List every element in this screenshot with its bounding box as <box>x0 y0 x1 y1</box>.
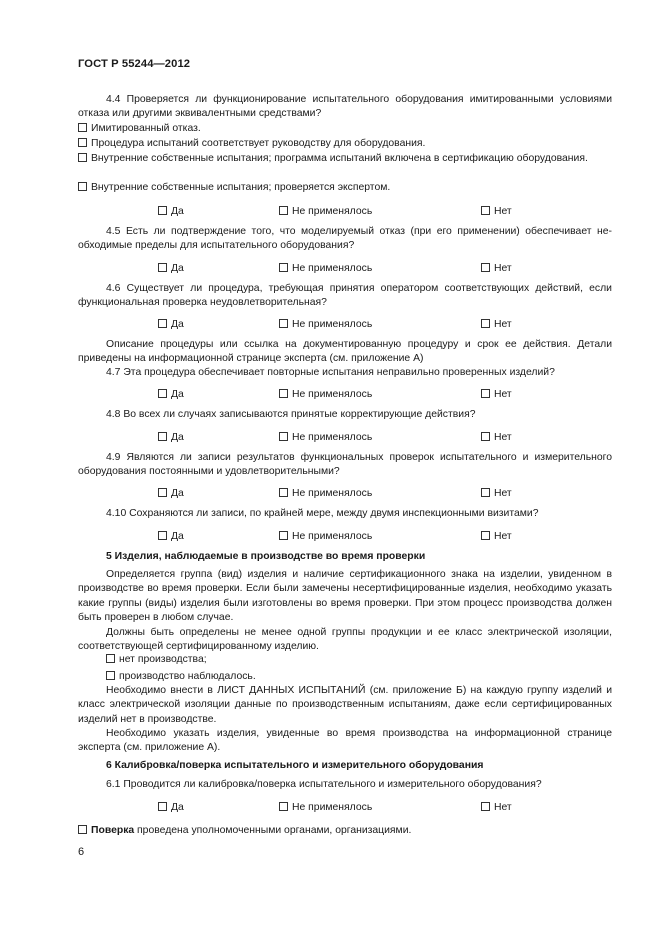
checkbox[interactable] <box>279 802 288 811</box>
check-4-4-3 <box>78 152 612 166</box>
option-yes[interactable]: Да <box>158 487 184 501</box>
section-5-paragraph-1: Определяется группа (вид) изделия и наличие сертификационного знака на изделии, увиденном в производстве во время проверки. Если были замечены несертифицированные изделия, необходимо указать какие группы (виды) изделия были изготовлены во время проверки. При этом процесс производства должен быть проверен в любом случае. <box>78 569 612 623</box>
option-na[interactable]: Не применялось <box>279 262 372 276</box>
checkbox[interactable] <box>78 153 87 162</box>
checkbox[interactable] <box>158 488 167 497</box>
checkbox[interactable] <box>279 319 288 328</box>
option-na[interactable]: Не применялось <box>279 205 372 219</box>
checkbox[interactable] <box>481 802 490 811</box>
checkbox[interactable] <box>158 206 167 215</box>
checkbox[interactable] <box>158 319 167 328</box>
section-5-paragraph-3: Необходимо внести в ЛИСТ ДАННЫХ ИСПЫТАНИЙ (см. приложение Б) на каждую группу изделий и класс электрической изоляции данные по производственным испытаниям, даже если сертифицированных изделий нет в производстве. <box>78 685 612 725</box>
option-yes[interactable]: Да <box>158 431 184 445</box>
final-label: проведена уполномоченными органами, организациями. <box>134 825 412 836</box>
question-6-1: 6.1 Проводится ли калибровка/поверка испытательного и измерительного оборудования? <box>106 779 542 790</box>
checkbox[interactable] <box>279 389 288 398</box>
check-label: Имитированный отказ. <box>91 123 201 134</box>
checkbox[interactable] <box>481 206 490 215</box>
check-4-4-1 <box>78 122 612 136</box>
checkbox[interactable] <box>78 123 87 132</box>
option-no[interactable]: Нет <box>481 205 512 219</box>
checkbox[interactable] <box>158 263 167 272</box>
checkbox[interactable] <box>158 802 167 811</box>
option-yes[interactable]: Да <box>158 530 184 544</box>
page-number: 6 <box>78 846 85 858</box>
option-yes[interactable]: Да <box>158 801 184 815</box>
checkbox[interactable] <box>279 206 288 215</box>
option-yes[interactable]: Да <box>158 318 184 332</box>
option-yes[interactable]: Да <box>158 262 184 276</box>
checkbox[interactable] <box>279 263 288 272</box>
question-4-5: 4.5 Есть ли подтверждение того, что моделируемый отказ (при его применении) обеспечивает необходимые пределы для испытательного оборудования? <box>78 226 612 252</box>
option-na[interactable]: Не применялось <box>279 530 372 544</box>
checkbox[interactable] <box>481 389 490 398</box>
question-4-7: 4.7 Эта процедура обеспечивает повторные испытания неправильно проверенных изделий? <box>106 367 555 378</box>
option-no[interactable]: Нет <box>481 262 512 276</box>
checkbox[interactable] <box>481 432 490 441</box>
section-5-paragraph-4: Необходимо указать изделия, увиденные во время производства на информационной странице эксперта (см. приложение А). <box>78 728 612 754</box>
option-yes[interactable]: Да <box>158 388 184 402</box>
check-4-4-4 <box>78 181 612 195</box>
check-no-production <box>106 653 612 667</box>
question-4-6: 4.6 Существует ли процедура, требующая принятия оператором соответствующих действий, если функциональная проверка неудовлетворительная? <box>78 283 612 309</box>
section-5-title: 5 Изделия, наблюдаемые в производстве во время проверки <box>106 551 426 562</box>
checkbox[interactable] <box>481 319 490 328</box>
option-no[interactable]: Нет <box>481 801 512 815</box>
description-4-6: Описание процедуры или ссылка на документированную процедуру и срок ее действия. Детали приведены на информационной странице эксперта (см. приложение А) <box>78 339 612 365</box>
check-label: Процедура испытаний соответствует руководству для оборудования. <box>91 138 426 149</box>
checkbox[interactable] <box>481 263 490 272</box>
document-header: ГОСТ Р 55244—2012 <box>78 58 191 70</box>
check-4-4-2 <box>78 137 612 151</box>
final-check <box>78 824 612 838</box>
option-no[interactable]: Нет <box>481 530 512 544</box>
option-no[interactable]: Нет <box>481 318 512 332</box>
check-label: Внутренние собственные испытания; проверяется экспертом. <box>91 182 391 193</box>
check-production-observed <box>106 670 612 684</box>
checkbox[interactable] <box>78 825 87 834</box>
section-6-title: 6 Калибровка/поверка испытательного и измерительного оборудования <box>106 760 484 771</box>
option-no[interactable]: Нет <box>481 431 512 445</box>
option-na[interactable]: Не применялось <box>279 801 372 815</box>
section-5-paragraph-2: Должны быть определены не менее одной группы продукции и ее класс электрической изоляции, соответствующей сертифицированному изделию. <box>78 627 612 653</box>
checkbox[interactable] <box>481 488 490 497</box>
option-no[interactable]: Нет <box>481 487 512 501</box>
checkbox[interactable] <box>106 654 115 663</box>
checkbox[interactable] <box>78 182 87 191</box>
check-label: нет производства; <box>119 654 207 665</box>
final-bold-label: Поверка <box>91 825 135 836</box>
option-no[interactable]: Нет <box>481 388 512 402</box>
checkbox[interactable] <box>158 531 167 540</box>
checkbox[interactable] <box>78 138 87 147</box>
checkbox[interactable] <box>279 432 288 441</box>
option-na[interactable]: Не применялось <box>279 318 372 332</box>
question-4-8: 4.8 Во всех ли случаях записываются принятые корректирующие действия? <box>106 409 476 420</box>
checkbox[interactable] <box>481 531 490 540</box>
checkbox[interactable] <box>158 389 167 398</box>
option-yes[interactable]: Да <box>158 205 184 219</box>
checkbox[interactable] <box>279 488 288 497</box>
option-na[interactable]: Не применялось <box>279 431 372 445</box>
checkbox[interactable] <box>279 531 288 540</box>
option-na[interactable]: Не применялось <box>279 388 372 402</box>
check-label: Внутренние собственные испытания; программа испытаний включена в сертификацию оборудования. <box>91 153 588 164</box>
question-4-9: 4.9 Являются ли записи результатов функциональных проверок испытательного и измерительного оборудования постоянными и удовлетворительными? <box>78 452 612 478</box>
question-4-4: 4.4 Проверяется ли функционирование испытательного оборудования имитированными условиями отказа или другими эквивалентными средствами? <box>78 94 612 120</box>
checkbox[interactable] <box>158 432 167 441</box>
check-label: производство наблюдалось. <box>119 671 256 682</box>
checkbox[interactable] <box>106 671 115 680</box>
option-na[interactable]: Не применялось <box>279 487 372 501</box>
question-4-10: 4.10 Сохраняются ли записи, по крайней мере, между двумя инспекционными визитами? <box>106 508 539 519</box>
